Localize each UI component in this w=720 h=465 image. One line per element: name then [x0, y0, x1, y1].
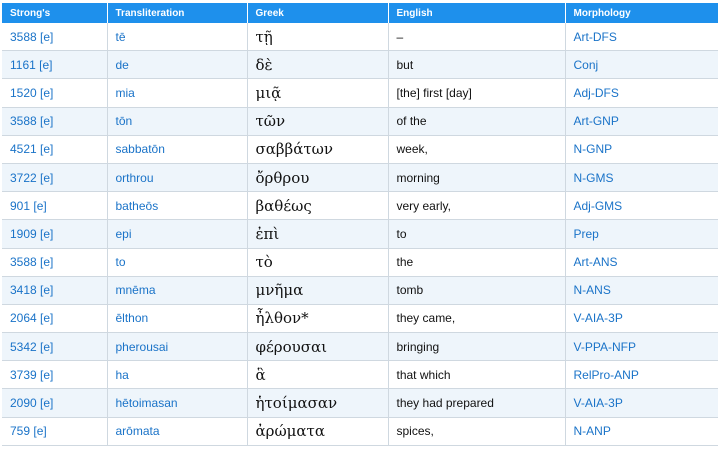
greek-word: βαθέως	[247, 192, 388, 220]
transliteration-link[interactable]: mia	[107, 79, 247, 107]
table-row	[2, 304, 718, 332]
greek-word: φέρουσαι	[247, 333, 388, 361]
header-transliteration: Transliteration	[107, 3, 247, 23]
greek-word: τῇ	[247, 23, 388, 51]
morphology-link[interactable]: RelPro-ANP	[565, 361, 718, 389]
table-row	[2, 220, 718, 248]
english-gloss: but	[388, 51, 565, 79]
transliteration-link[interactable]: batheōs	[107, 192, 247, 220]
strongs-number-link[interactable]: 2090 [e]	[2, 389, 107, 417]
transliteration-link[interactable]: ha	[107, 361, 247, 389]
strongs-number-link[interactable]: 901 [e]	[2, 192, 107, 220]
english-gloss: they came,	[388, 304, 565, 332]
english-gloss: to	[388, 220, 565, 248]
strongs-number-link[interactable]: 2064 [e]	[2, 304, 107, 332]
strongs-number-link[interactable]: 3418 [e]	[2, 276, 107, 304]
table-row	[2, 276, 718, 304]
strongs-number-link[interactable]: 3722 [e]	[2, 163, 107, 191]
transliteration-link[interactable]: ēlthon	[107, 304, 247, 332]
table-row	[2, 51, 718, 79]
morphology-link[interactable]: V-AIA-3P	[565, 304, 718, 332]
header-morphology: Morphology	[565, 3, 718, 23]
transliteration-link[interactable]: mnēma	[107, 276, 247, 304]
english-gloss: bringing	[388, 333, 565, 361]
table-row	[2, 79, 718, 107]
greek-word: τὸ	[247, 248, 388, 276]
morphology-link[interactable]: Art-ANS	[565, 248, 718, 276]
morphology-link[interactable]: N-GNP	[565, 135, 718, 163]
english-gloss: they had prepared	[388, 389, 565, 417]
table-row	[2, 248, 718, 276]
morphology-link[interactable]: V-PPA-NFP	[565, 333, 718, 361]
greek-word: ἦλθον*	[247, 304, 388, 332]
transliteration-link[interactable]: sabbatōn	[107, 135, 247, 163]
transliteration-link[interactable]: tē	[107, 23, 247, 51]
greek-word: ἀρώματα	[247, 417, 388, 445]
english-gloss: –	[388, 23, 565, 51]
greek-word: σαββάτων	[247, 135, 388, 163]
header-strongs: Strong's	[2, 3, 107, 23]
english-gloss: tomb	[388, 276, 565, 304]
table-row	[2, 417, 718, 445]
strongs-number-link[interactable]: 3588 [e]	[2, 23, 107, 51]
strongs-number-link[interactable]: 4521 [e]	[2, 135, 107, 163]
english-gloss: very early,	[388, 192, 565, 220]
greek-word: ἃ	[247, 361, 388, 389]
english-gloss: that which	[388, 361, 565, 389]
table-row	[2, 192, 718, 220]
morphology-link[interactable]: Art-DFS	[565, 23, 718, 51]
table-row	[2, 361, 718, 389]
greek-word: δὲ	[247, 51, 388, 79]
header-english: English	[388, 3, 565, 23]
strongs-number-link[interactable]: 5342 [e]	[2, 333, 107, 361]
strongs-number-link[interactable]: 1520 [e]	[2, 79, 107, 107]
morphology-link[interactable]: N-GMS	[565, 163, 718, 191]
strongs-number-link[interactable]: 759 [e]	[2, 417, 107, 445]
interlinear-table	[2, 3, 718, 446]
morphology-link[interactable]: N-ANP	[565, 417, 718, 445]
transliteration-link[interactable]: to	[107, 248, 247, 276]
transliteration-link[interactable]: arōmata	[107, 417, 247, 445]
table-row	[2, 135, 718, 163]
table-row	[2, 389, 718, 417]
header-greek: Greek	[247, 3, 388, 23]
transliteration-link[interactable]: orthrou	[107, 163, 247, 191]
morphology-link[interactable]: Art-GNP	[565, 107, 718, 135]
morphology-link[interactable]: Prep	[565, 220, 718, 248]
transliteration-link[interactable]: epi	[107, 220, 247, 248]
strongs-number-link[interactable]: 1161 [e]	[2, 51, 107, 79]
table-row	[2, 163, 718, 191]
english-gloss: week,	[388, 135, 565, 163]
strongs-number-link[interactable]: 3739 [e]	[2, 361, 107, 389]
strongs-number-link[interactable]: 3588 [e]	[2, 107, 107, 135]
strongs-number-link[interactable]: 3588 [e]	[2, 248, 107, 276]
strongs-number-link[interactable]: 1909 [e]	[2, 220, 107, 248]
greek-word: ἐπὶ	[247, 220, 388, 248]
greek-word: ὄρθρου	[247, 163, 388, 191]
greek-word: μνῆμα	[247, 276, 388, 304]
table-row	[2, 107, 718, 135]
english-gloss: [the] first [day]	[388, 79, 565, 107]
transliteration-link[interactable]: pherousai	[107, 333, 247, 361]
greek-word: μιᾷ	[247, 79, 388, 107]
greek-word: τῶν	[247, 107, 388, 135]
transliteration-link[interactable]: tōn	[107, 107, 247, 135]
greek-word: ἡτοίμασαν	[247, 389, 388, 417]
morphology-link[interactable]: V-AIA-3P	[565, 389, 718, 417]
morphology-link[interactable]: Adj-GMS	[565, 192, 718, 220]
english-gloss: the	[388, 248, 565, 276]
transliteration-link[interactable]: de	[107, 51, 247, 79]
morphology-link[interactable]: Conj	[565, 51, 718, 79]
morphology-link[interactable]: Adj-DFS	[565, 79, 718, 107]
english-gloss: spices,	[388, 417, 565, 445]
header-row	[2, 3, 718, 23]
table-row	[2, 23, 718, 51]
transliteration-link[interactable]: hētoimasan	[107, 389, 247, 417]
english-gloss: morning	[388, 163, 565, 191]
morphology-link[interactable]: N-ANS	[565, 276, 718, 304]
english-gloss: of the	[388, 107, 565, 135]
table-row	[2, 333, 718, 361]
